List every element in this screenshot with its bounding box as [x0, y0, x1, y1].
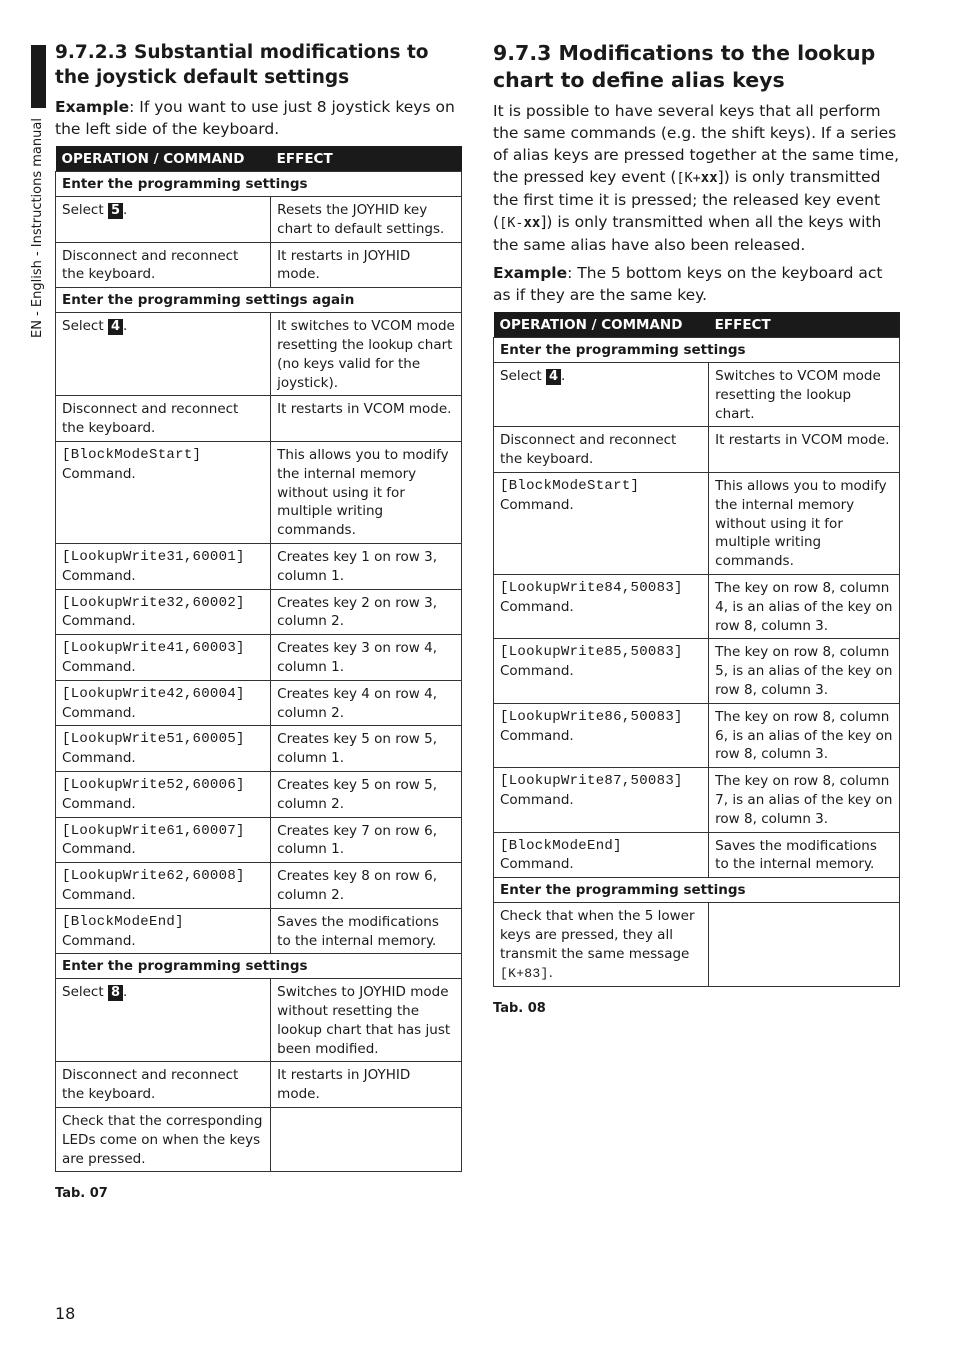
message-code: [K+83] [500, 965, 549, 981]
table-row [56, 543, 462, 589]
table-row [56, 172, 462, 197]
operation-cell [56, 635, 271, 681]
command-code: [LookupWrite61,60007] [62, 822, 245, 839]
table-row [56, 635, 462, 681]
command-code: [BlockModeStart] [62, 446, 202, 463]
operation-text: Command. [62, 613, 136, 630]
effect-cell: Creates key 1 on row 3, column 1. [271, 543, 462, 589]
operation-cell [56, 543, 271, 589]
page-number: 18 [55, 1304, 76, 1323]
effect-cell: Switches to VCOM mode resetting the lookup chart. [709, 363, 900, 427]
table-row [56, 680, 462, 726]
operation-suffix: . [548, 964, 553, 981]
operation-cell [56, 680, 271, 726]
right-intro: It is possible to have several keys that all perform the same commands (e.g. the shift keys). If a series of alias keys are pressed together at the same time, the pressed key event ([K+xx]) is only transmitted the first time it is pressed; the released key event ([K-xx]) is only transmitted when all the keys with the same alias have also been released. [493, 102, 900, 254]
effect-cell [709, 903, 900, 987]
operation-text: Command. [500, 856, 574, 873]
header-operation: OPERATION / COMMAND [494, 312, 709, 338]
command-code: [BlockModeEnd] [500, 837, 622, 854]
table-row [56, 1062, 462, 1108]
operation-cell [494, 768, 709, 832]
operation-text: Disconnect and reconnect the keyboard. [500, 432, 677, 468]
command-code: [LookupWrite41,60003] [62, 640, 245, 657]
table-row [56, 1108, 462, 1172]
operation-text: Command. [500, 598, 574, 615]
operation-cell [494, 574, 709, 638]
operation-text: Command. [500, 663, 574, 680]
operation-text: Command. [500, 791, 574, 808]
operation-text: Select [62, 202, 108, 218]
operation-cell [56, 197, 271, 243]
table-row [56, 242, 462, 288]
effect-cell: The key on row 8, column 6, is an alias of the key on row 8, column 3. [709, 703, 900, 767]
operation-text: Disconnect and reconnect the keyboard. [62, 1067, 239, 1103]
section-row-label: Enter the programming settings [494, 878, 900, 903]
effect-cell: Creates key 8 on row 6, column 2. [271, 863, 462, 909]
operation-text: Disconnect and reconnect the keyboard. [62, 247, 239, 283]
operation-cell [56, 863, 271, 909]
operation-cell [56, 396, 271, 442]
operation-text: Command. [500, 727, 574, 744]
sidebar-label: EN - English - Instructions manual [30, 118, 45, 338]
effect-cell: It restarts in JOYHID mode. [271, 242, 462, 288]
operation-text: Command. [500, 496, 574, 513]
key-number-badge: 4 [546, 369, 561, 385]
command-code: [LookupWrite84,50083] [500, 579, 683, 596]
command-code: [LookupWrite51,60005] [62, 731, 245, 748]
right-example: Example: The 5 bottom keys on the keyboard act as if they are the same key. [493, 264, 883, 304]
table-row [494, 703, 900, 767]
table-row [494, 878, 900, 903]
operation-text: Select [62, 984, 108, 1001]
table-08-body [494, 338, 900, 987]
section-row-label: Enter the programming settings [56, 172, 462, 197]
operation-cell [56, 771, 271, 817]
header-operation: OPERATION / COMMAND [56, 146, 271, 172]
operation-text: Command. [62, 795, 136, 812]
operation-cell [56, 242, 271, 288]
table-row [494, 472, 900, 574]
operation-text: Command. [62, 886, 136, 903]
section-row-label: Enter the programming settings [494, 338, 900, 363]
operation-text: Disconnect and reconnect the keyboard. [62, 401, 239, 437]
effect-cell: Creates key 5 on row 5, column 1. [271, 726, 462, 772]
table-row [494, 427, 900, 473]
operation-text: Check that the corresponding LEDs come on when the keys are pressed. [62, 1113, 263, 1167]
effect-cell: It switches to VCOM mode resetting the lookup chart (no keys valid for the joystick). [271, 313, 462, 396]
table-row [56, 771, 462, 817]
operation-cell [494, 363, 709, 427]
operation-cell [56, 979, 271, 1062]
header-effect: EFFECT [709, 312, 900, 338]
section-heading-9-7-2-3: 9.7.2.3 Substantial modifications to the joystick default settings [55, 42, 429, 88]
table-row [56, 863, 462, 909]
operation-text: Select [62, 318, 108, 335]
operation-text: Select [500, 368, 546, 384]
table-row [56, 726, 462, 772]
operation-text: Command. [62, 932, 136, 949]
command-code: [LookupWrite85,50083] [500, 644, 683, 661]
operation-text: Command. [62, 658, 136, 675]
table-07-body [56, 172, 462, 1172]
table-08 [493, 312, 900, 987]
left-example: Example: If you want to use just 8 joystick keys on the left side of the keyboard. [55, 98, 455, 138]
operation-text: Command. [62, 704, 136, 721]
operation-cell [56, 817, 271, 863]
command-code: [BlockModeEnd] [62, 913, 184, 930]
effect-cell: Creates key 3 on row 4, column 1. [271, 635, 462, 681]
table-row [494, 338, 900, 363]
key-number-badge: 8 [108, 985, 123, 1001]
table-07 [55, 146, 462, 1172]
operation-cell [494, 472, 709, 574]
effect-cell: This allows you to modify the internal memory without using it for multiple writing commands. [709, 472, 900, 574]
table-row [56, 197, 462, 243]
operation-cell [56, 589, 271, 635]
command-code: [LookupWrite31,60001] [62, 548, 245, 565]
effect-cell: Creates key 5 on row 5, column 2. [271, 771, 462, 817]
effect-cell: It restarts in VCOM mode. [271, 396, 462, 442]
effect-cell: Creates key 7 on row 6, column 1. [271, 817, 462, 863]
table-row [494, 903, 900, 987]
effect-cell: It restarts in JOYHID mode. [271, 1062, 462, 1108]
operation-cell [494, 639, 709, 703]
table-caption: Tab. 08 [493, 1001, 546, 1017]
operation-cell [56, 441, 271, 543]
table-row [494, 363, 900, 427]
key-number-badge: 4 [108, 319, 123, 335]
effect-cell: Switches to JOYHID mode without resetting the lookup chart that has just been modified. [271, 979, 462, 1062]
effect-cell: It restarts in VCOM mode. [709, 427, 900, 473]
table-header-row [494, 312, 900, 338]
operation-cell [56, 1108, 271, 1172]
table-row [56, 817, 462, 863]
command-code: [LookupWrite42,60004] [62, 685, 245, 702]
effect-cell: Creates key 4 on row 4, column 2. [271, 680, 462, 726]
operation-text: Command. [62, 750, 136, 767]
effect-cell: The key on row 8, column 4, is an alias of the key on row 8, column 3. [709, 574, 900, 638]
section-row-label: Enter the programming settings [56, 954, 462, 979]
operation-cell [494, 703, 709, 767]
operation-suffix: . [561, 368, 566, 384]
table-row [56, 589, 462, 635]
left-column [55, 40, 462, 1201]
table-row [56, 954, 462, 979]
operation-suffix: . [123, 984, 128, 1001]
table-caption: Tab. 07 [55, 1186, 108, 1202]
operation-cell [494, 832, 709, 878]
effect-cell [271, 1108, 462, 1172]
effect-cell: Saves the modifications to the internal memory. [709, 832, 900, 878]
command-code: [LookupWrite86,50083] [500, 708, 683, 725]
command-code: [LookupWrite52,60006] [62, 776, 245, 793]
table-row [56, 908, 462, 954]
sidebar-marker [31, 45, 46, 108]
header-effect: EFFECT [271, 146, 462, 172]
section-heading-9-7-3: 9.7.3 Modifications to the lookup chart to define alias keys [493, 41, 876, 92]
operation-text: Check that when the 5 lower keys are pressed, they all transmit the same message [500, 908, 695, 962]
effect-cell: Resets the JOYHID key chart to default settings. [271, 197, 462, 243]
table-row [56, 396, 462, 442]
table-header-row [56, 146, 462, 172]
effect-cell: The key on row 8, column 5, is an alias of the key on row 8, column 3. [709, 639, 900, 703]
command-code: [LookupWrite87,50083] [500, 773, 683, 790]
effect-cell: Saves the modifications to the internal memory. [271, 908, 462, 954]
table-row [56, 441, 462, 543]
table-row [494, 574, 900, 638]
operation-text: Command. [62, 465, 136, 482]
effect-cell: This allows you to modify the internal memory without using it for multiple writing commands. [271, 441, 462, 543]
operation-cell [56, 1062, 271, 1108]
operation-cell [56, 726, 271, 772]
operation-text: Command. [62, 567, 136, 584]
operation-cell [56, 908, 271, 954]
operation-cell [494, 903, 709, 987]
section-row-label: Enter the programming settings again [56, 288, 462, 313]
effect-cell: Creates key 2 on row 3, column 2. [271, 589, 462, 635]
table-row [494, 639, 900, 703]
command-code: [LookupWrite32,60002] [62, 594, 245, 611]
operation-suffix: . [123, 202, 128, 218]
table-row [56, 313, 462, 396]
table-row [494, 768, 900, 832]
command-code: [BlockModeStart] [500, 477, 640, 494]
table-row [56, 288, 462, 313]
operation-text: Command. [62, 841, 136, 858]
operation-suffix: . [123, 318, 128, 335]
operation-cell [494, 427, 709, 473]
table-row [494, 832, 900, 878]
operation-cell [56, 313, 271, 396]
table-row [56, 979, 462, 1062]
command-code: [LookupWrite62,60008] [62, 868, 245, 885]
right-column [493, 40, 900, 1016]
effect-cell: The key on row 8, column 7, is an alias of the key on row 8, column 3. [709, 768, 900, 832]
key-number-badge: 5 [108, 203, 123, 219]
